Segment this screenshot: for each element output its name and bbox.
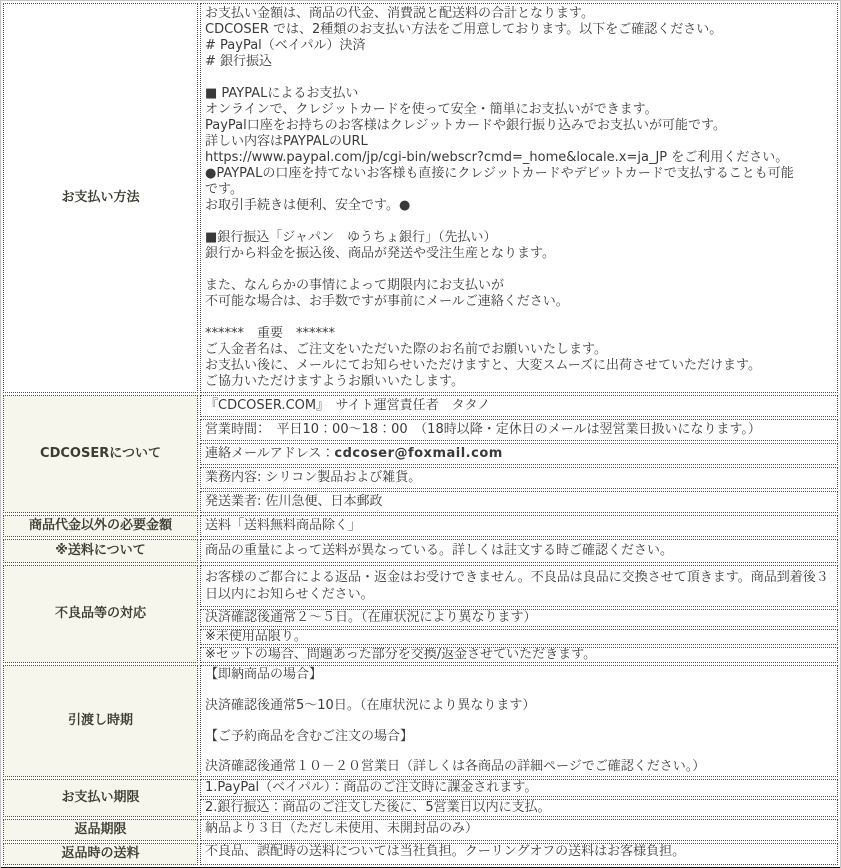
row-header-return-shipping: 返品時の送料 (3, 843, 198, 865)
contact-email-label: 連絡メールアドレス： (205, 446, 335, 461)
row-header-return-deadline: 返品期限 (3, 819, 198, 841)
row-header-payment-deadline: お支払い期限 (3, 779, 198, 817)
payment-method-content: お支払い金額は、商品の代金、消費説と配送料の合計となります。 CDCOSER では、2種類のお支払い方法をご用意しております。以下をご確認ください。 # PayPal（ベイパル）決済 # 銀行振込 ■ PAYPALによるお支払い オンラインで、クレジットカードを使って安全・簡単にお支払いができます。 PayPal口座をお持ちのお客様はクレジットカードや銀行振り込みでお支払いが可能です。 詳しい内容はPAYPALのURL https://www.paypal.com/jp/cgi-bin/webscr?cmd=_home&locale.x=ja_JP をご利用ください。 ●PAYPALの口座を持てないお客様も直接にクレジットカードやデビットカードで支払することも可能 です。 お取引手続きは便利、安全です。● ■銀行振込「ジャパン ゆうちょ銀行」（先払い） 銀行から料金を振込後、商品が発送や受注生産となります。 また、なんらかの事情によって期限内にお支払いが 不可能な場合は、お手数ですが事前にメールご連絡ください。 ****** 重要 ****** ご入金者名は、ご注文をいただいた際のお名前でお願いいたします。 お支払い後に、メールにてお知らせいただけますと、大変スムーズに出荷させていただけます。 ご協力いただけますようお願いいたします。 (200, 3, 838, 393)
contact-email-address: cdcoser@foxmail.com (334, 446, 503, 461)
row-header-shipping-note: ※送料について (3, 539, 198, 563)
payment-deadline-paypal: 1.PayPal（ベイパル）：商品のご注文時に課金されます。 (200, 779, 838, 797)
about-business-hours: 営業時間： 平日10：00～18：00 （18時以降・定休日のメールは翌営業日扱いになります。） (200, 419, 838, 441)
defective-turnaround: 決済確認後通常２～５日。（在庫状況により異なります） (200, 609, 838, 627)
extra-fees-content: 送料「送料無料商品除く」 (200, 515, 838, 537)
payment-deadline-bank: 2.銀行振込：商品のご注文した後に、5営業日以内に支払。 (200, 799, 838, 817)
store-info-table (1, 1, 840, 867)
table-row (3, 515, 838, 537)
about-contact-email-line (200, 443, 838, 465)
delivery-time-content: 【即納商品の場合】 決済確認後通常5～10日。（在庫状況により異なります） 【ご予約商品を含むご注文の場合】 決済確認後通常１０－２０営業日（詳しくは各商品の詳細ページでご確認ください。） (200, 665, 838, 777)
row-header-delivery-time: 引渡し時期 (3, 665, 198, 777)
table-row (3, 3, 838, 393)
return-deadline-content: 納品より３日（ただし未使用、未開封品のみ） (200, 819, 838, 841)
table-row (3, 779, 838, 797)
table-row (3, 819, 838, 841)
table-row (3, 843, 838, 865)
defective-set-note: ※セットの場合、問題あった部分を交換/返金させていただきます。 (200, 647, 838, 663)
row-header-about-cdcoser: CDCOSERについて (3, 395, 198, 513)
about-site-operator: 『CDCOSER.COM』 サイト運営責任者 タタノ (200, 395, 838, 417)
row-header-payment-method: お支払い方法 (3, 3, 198, 393)
shipping-note-content: 商品の重量によって送料が異なっている。詳しくは註文する時ご確認ください。 (200, 539, 838, 563)
table-row (3, 665, 838, 777)
row-header-extra-fees: 商品代金以外の必要金額 (3, 515, 198, 537)
defective-unused-only: ※未使用品限り。 (200, 629, 838, 645)
defective-policy: お客様のご都合による返品・返金はお受けできません。不良品は良品に交換させて頂きます。商品到着後３日以内にお知らせください。 (200, 565, 838, 607)
table-row (3, 539, 838, 563)
return-shipping-content: 不良品、誤配時の送料については当社負担。クーリングオフの送料はお客様負担。 (200, 843, 838, 865)
table-row (3, 395, 838, 417)
about-shipping-carriers: 発送業者: 佐川急便、日本郵政 (200, 491, 838, 513)
about-business-content: 業務内容: シリコン製品および雑貨。 (200, 467, 838, 489)
row-header-defective-items: 不良品等の対応 (3, 565, 198, 663)
table-row (3, 565, 838, 607)
